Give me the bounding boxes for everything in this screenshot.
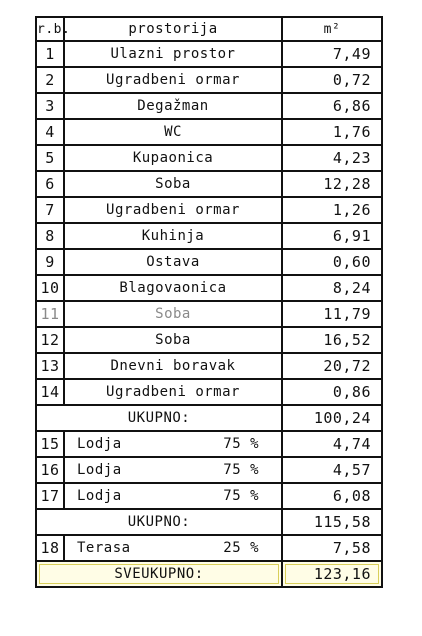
terrace-cell: [64, 535, 282, 561]
room-area: 6,86: [282, 93, 382, 119]
subtotal-label: UKUPNO:: [36, 509, 282, 535]
row-number: 14: [36, 379, 64, 405]
room-name: Ugradbeni ormar: [64, 67, 282, 93]
table-row: [36, 93, 382, 119]
row-number: 5: [36, 145, 64, 171]
room-area: 0,86: [282, 379, 382, 405]
room-name: Ulazni prostor: [64, 41, 282, 67]
room-area: 7,49: [282, 41, 382, 67]
table-row: [36, 379, 382, 405]
row-number: 7: [36, 197, 64, 223]
row-number: 2: [36, 67, 64, 93]
room-name: Soba: [64, 171, 282, 197]
row-number: 17: [36, 483, 64, 509]
row-number: 9: [36, 249, 64, 275]
room-area: 20,72: [282, 353, 382, 379]
row-number: 15: [36, 431, 64, 457]
room-name: Kuhinja: [64, 223, 282, 249]
row-number: 10: [36, 275, 64, 301]
room-area: 16,52: [282, 327, 382, 353]
table-row: [36, 249, 382, 275]
room-percent: 75 %: [223, 436, 259, 452]
row-number: 12: [36, 327, 64, 353]
row-number: 16: [36, 457, 64, 483]
table-row: [36, 353, 382, 379]
table-row: [36, 275, 382, 301]
subtotal-row: [36, 509, 382, 535]
row-number: 11: [36, 301, 64, 327]
room-area: 6,91: [282, 223, 382, 249]
lodja-cell: [64, 483, 282, 509]
room-name: Blagovaonica: [64, 275, 282, 301]
table-row: [36, 41, 382, 67]
room-area: 0,72: [282, 67, 382, 93]
room-area: 1,26: [282, 197, 382, 223]
room-area: 4,23: [282, 145, 382, 171]
row-number: 18: [36, 535, 64, 561]
room-area: 1,76: [282, 119, 382, 145]
table-row: [36, 327, 382, 353]
room-name: Kupaonica: [64, 145, 282, 171]
row-number: 13: [36, 353, 64, 379]
header-area: m²: [282, 17, 382, 41]
table-row: [36, 457, 382, 483]
room-area: 11,79: [282, 301, 382, 327]
room-area: 8,24: [282, 275, 382, 301]
subtotal-label: UKUPNO:: [36, 405, 282, 431]
table-header-row: [36, 17, 382, 41]
room-name: Lodja: [77, 488, 122, 504]
room-name: Soba: [64, 327, 282, 353]
room-name: WC: [64, 119, 282, 145]
grand-total-area: 123,16: [282, 561, 382, 587]
subtotal-row: [36, 405, 382, 431]
row-number: 4: [36, 119, 64, 145]
table-row: [36, 483, 382, 509]
room-percent: 75 %: [223, 488, 259, 504]
table-row: [36, 119, 382, 145]
subtotal-area: 100,24: [282, 405, 382, 431]
room-name: Soba: [64, 301, 282, 327]
room-area: 12,28: [282, 171, 382, 197]
table-row: [36, 67, 382, 93]
room-area: 4,74: [282, 431, 382, 457]
area-table-sheet: [35, 16, 381, 588]
room-name: Degažman: [64, 93, 282, 119]
room-name: Dnevni boravak: [64, 353, 282, 379]
table-row: [36, 197, 382, 223]
row-number: 8: [36, 223, 64, 249]
room-area: 7,58: [282, 535, 382, 561]
table-row: [36, 145, 382, 171]
room-name: Lodja: [77, 462, 122, 478]
room-percent: 75 %: [223, 462, 259, 478]
table-row: [36, 171, 382, 197]
header-room: prostorija: [64, 17, 282, 41]
row-number: 1: [36, 41, 64, 67]
table-row: [36, 535, 382, 561]
room-name: Ostava: [64, 249, 282, 275]
room-name: Terasa: [77, 540, 131, 556]
lodja-cell: [64, 457, 282, 483]
row-number: 3: [36, 93, 64, 119]
table-row: [36, 223, 382, 249]
grand-total-row: [36, 561, 382, 587]
lodja-cell: [64, 431, 282, 457]
table-row: [36, 431, 382, 457]
room-area-table: [35, 16, 383, 588]
subtotal-area: 115,58: [282, 509, 382, 535]
room-name: Ugradbeni ormar: [64, 379, 282, 405]
row-number: 6: [36, 171, 64, 197]
room-name: Lodja: [77, 436, 122, 452]
room-area: 0,60: [282, 249, 382, 275]
room-area: 6,08: [282, 483, 382, 509]
room-percent: 25 %: [223, 540, 259, 556]
room-area: 4,57: [282, 457, 382, 483]
grand-total-label: SVEUKUPNO:: [36, 561, 282, 587]
header-rb: r.b.: [36, 17, 64, 41]
room-name: Ugradbeni ormar: [64, 197, 282, 223]
table-row: [36, 301, 382, 327]
